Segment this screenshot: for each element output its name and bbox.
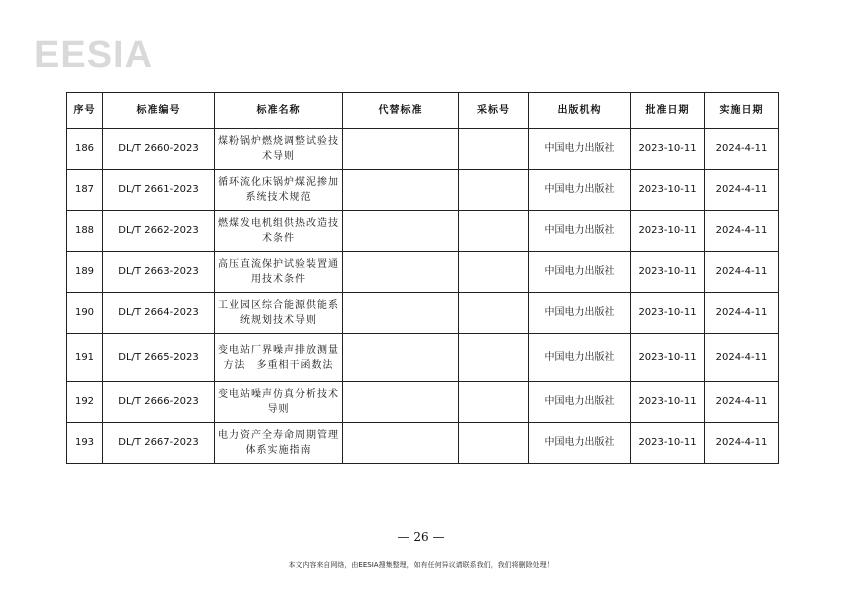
header-no: 序号 [67, 93, 103, 129]
cell-implement-date: 2024-4-11 [705, 211, 779, 252]
cell-code: DL/T 2660-2023 [103, 129, 215, 170]
cell-name: 燃煤发电机组供热改造技术条件 [215, 211, 343, 252]
cell-publisher: 中国电力出版社 [529, 211, 631, 252]
cell-publisher: 中国电力出版社 [529, 334, 631, 382]
cell-implement-date: 2024-4-11 [705, 334, 779, 382]
cell-code: DL/T 2663-2023 [103, 252, 215, 293]
cell-no: 186 [67, 129, 103, 170]
header-replace: 代替标准 [343, 93, 459, 129]
cell-approve-date: 2023-10-11 [631, 170, 705, 211]
table-row [67, 129, 779, 170]
cell-publisher: 中国电力出版社 [529, 382, 631, 423]
table-row [67, 423, 779, 464]
cell-adopt [459, 252, 529, 293]
standards-table [66, 92, 779, 464]
cell-publisher: 中国电力出版社 [529, 252, 631, 293]
table-row [67, 170, 779, 211]
cell-code: DL/T 2667-2023 [103, 423, 215, 464]
cell-implement-date: 2024-4-11 [705, 293, 779, 334]
cell-implement-date: 2024-4-11 [705, 252, 779, 293]
table-row [67, 293, 779, 334]
cell-no: 189 [67, 252, 103, 293]
cell-replace [343, 382, 459, 423]
cell-publisher: 中国电力出版社 [529, 423, 631, 464]
table-row [67, 382, 779, 423]
header-adopt: 采标号 [459, 93, 529, 129]
cell-code: DL/T 2664-2023 [103, 293, 215, 334]
cell-no: 193 [67, 423, 103, 464]
cell-code: DL/T 2662-2023 [103, 211, 215, 252]
cell-approve-date: 2023-10-11 [631, 423, 705, 464]
header-implement-date: 实施日期 [705, 93, 779, 129]
cell-approve-date: 2023-10-11 [631, 211, 705, 252]
cell-approve-date: 2023-10-11 [631, 252, 705, 293]
cell-implement-date: 2024-4-11 [705, 170, 779, 211]
cell-no: 190 [67, 293, 103, 334]
cell-no: 191 [67, 334, 103, 382]
cell-name: 变电站噪声仿真分析技术导则 [215, 382, 343, 423]
table-row [67, 334, 779, 382]
cell-replace [343, 293, 459, 334]
cell-replace [343, 211, 459, 252]
cell-name: 变电站厂界噪声排放测量方法 多重相干函数法 [215, 334, 343, 382]
cell-replace [343, 129, 459, 170]
cell-code: DL/T 2661-2023 [103, 170, 215, 211]
cell-no: 188 [67, 211, 103, 252]
footer-note: 本文内容来自网络，由EESIA搜集整理，如有任何异议请联系我们，我们将删除处理！ [288, 561, 554, 569]
cell-no: 187 [67, 170, 103, 211]
cell-adopt [459, 170, 529, 211]
cell-adopt [459, 293, 529, 334]
cell-name: 工业园区综合能源供能系统规划技术导则 [215, 293, 343, 334]
cell-adopt [459, 211, 529, 252]
cell-name: 高压直流保护试验装置通用技术条件 [215, 252, 343, 293]
eesia-logo: EESIA [34, 34, 154, 76]
cell-name: 煤粉锅炉燃烧调整试验技术导则 [215, 129, 343, 170]
cell-approve-date: 2023-10-11 [631, 129, 705, 170]
cell-code: DL/T 2666-2023 [103, 382, 215, 423]
table-header-row [67, 93, 779, 129]
cell-no: 192 [67, 382, 103, 423]
table-row [67, 252, 779, 293]
cell-publisher: 中国电力出版社 [529, 293, 631, 334]
cell-approve-date: 2023-10-11 [631, 382, 705, 423]
cell-implement-date: 2024-4-11 [705, 423, 779, 464]
header-publisher: 出版机构 [529, 93, 631, 129]
cell-approve-date: 2023-10-11 [631, 293, 705, 334]
cell-implement-date: 2024-4-11 [705, 382, 779, 423]
header-code: 标准编号 [103, 93, 215, 129]
cell-name: 电力资产全寿命周期管理体系实施指南 [215, 423, 343, 464]
cell-name: 循环流化床锅炉煤泥掺加系统技术规范 [215, 170, 343, 211]
cell-replace [343, 334, 459, 382]
cell-replace [343, 170, 459, 211]
cell-code: DL/T 2665-2023 [103, 334, 215, 382]
cell-implement-date: 2024-4-11 [705, 129, 779, 170]
page-number: — 26 — [397, 530, 445, 544]
cell-publisher: 中国电力出版社 [529, 129, 631, 170]
cell-publisher: 中国电力出版社 [529, 170, 631, 211]
cell-adopt [459, 334, 529, 382]
cell-adopt [459, 129, 529, 170]
table-row [67, 211, 779, 252]
cell-adopt [459, 423, 529, 464]
cell-replace [343, 252, 459, 293]
cell-replace [343, 423, 459, 464]
header-name: 标准名称 [215, 93, 343, 129]
cell-adopt [459, 382, 529, 423]
cell-approve-date: 2023-10-11 [631, 334, 705, 382]
header-approve-date: 批准日期 [631, 93, 705, 129]
